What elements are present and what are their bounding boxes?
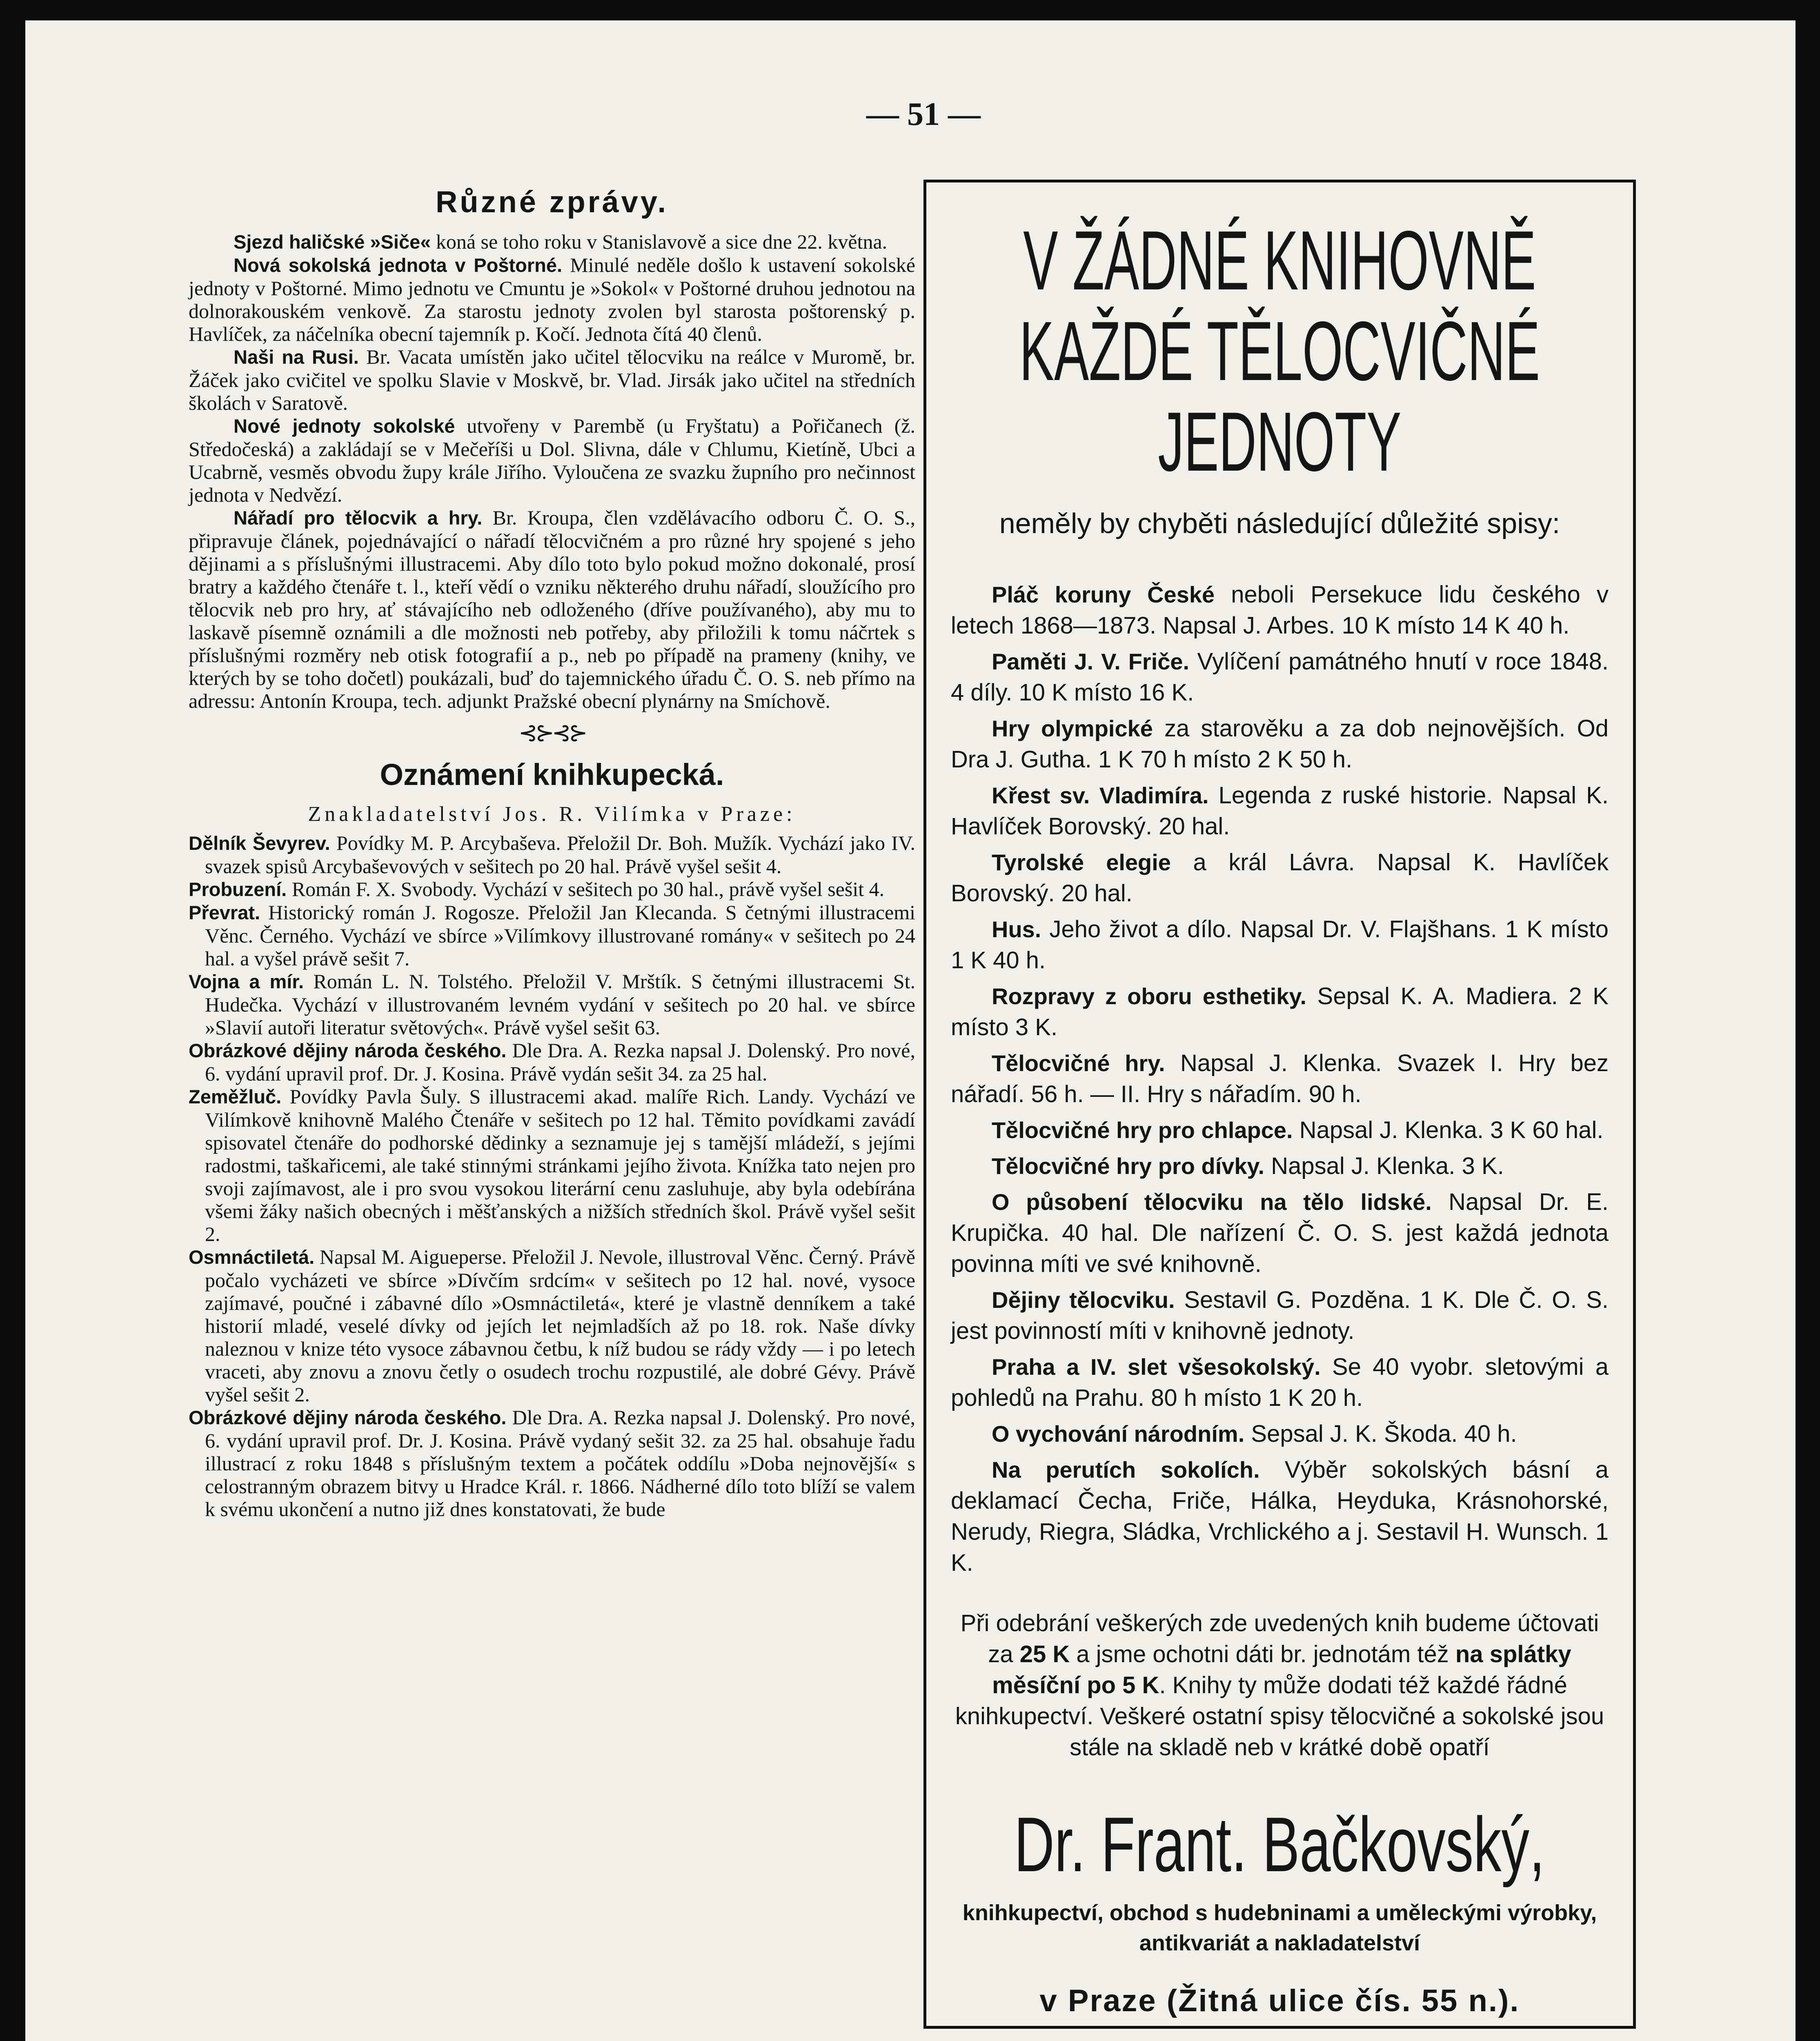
ad-book — [951, 1454, 1609, 1579]
books-section-title: Oznámení knihkupecká. — [380, 758, 724, 791]
news-item-text: utvořeny v Parembě (u Fryštatu) a Pořičanech (ž. Středočeská) a zakládají se v Mečeříši u Dol. Slivna, dále v Chlumu, Kietíně, Ubci a Ucabrně, vesměs obvodu župy krále Jiřího. Vyloučena ze svazku župního pro nečinnost jednota v Nedvězí. — [189, 414, 915, 506]
ornament-divider: ⊰⊱⊰⊱ — [518, 720, 585, 746]
book-announcement — [189, 970, 915, 1039]
book-announcement-text: Napsal M. Aigueperse. Přeložil J. Nevole, illustroval Věnc. Černý. Právě počalo vycházeti ve sbírce »Dívčím srdcím« v sešitech po 12 hal. nové, vysoce zajímavé, poučné i zábavné dílo »Osmnáctiletá«, které je vlastně denníkem a také historií mladé, veselé dívky od jejích let nejmladších až po 18. rok. Naše dívky naleznou v knize této vysoce zábavnou četbu, k níž budou se rády vždy — i po letech vraceti, aby znovu a znovu četly o osudech trochu rozpustilé, ale dobré Gévy. Právě vyšel sešit 2. — [205, 1245, 915, 1406]
ad-book-text: Vylíčení památného hnutí v roce 1848. 4 díly. 10 K místo 16 K. — [951, 648, 1609, 706]
book-announcement-title: Převrat. — [189, 902, 260, 923]
ad-book-text: Se 40 vyobr. sletovými a pohledů na Prahu. 80 h místo 1 K 20 h. — [951, 1354, 1609, 1411]
ad-book — [951, 1285, 1609, 1347]
bookstore-advertisement — [923, 180, 1636, 2029]
ad-book — [951, 1352, 1609, 1414]
news-item-text: Minulé neděle došlo k ustavení sokolské jednoty v Poštorné. Mimo jednotu ve Cmuntu je »Sokol« v Poštorné druhou jednotou na dolnorakouském venkově. Za starostu jednoty zvolen byl starosta poštorenský p. Havlíček, za náčelníka obecní tajemník p. Kočí. Jednota čítá 40 členů. — [189, 253, 915, 345]
book-announcement — [189, 901, 915, 970]
news-item — [189, 345, 915, 414]
ad-book-title: Křest sv. Vladimíra. — [992, 783, 1209, 808]
ad-book-text: Výběr sokolských básní a deklamací Čecha, Friče, Hálka, Heyduka, Krásnohorské, Nerudy, Riegra, Sládka, Vrchlického a j. Sestavil H. Wunsch. 1 K. — [951, 1456, 1609, 1576]
book-announcements — [189, 832, 915, 1521]
ad-offer-note — [926, 1608, 1633, 1763]
news-list — [189, 230, 915, 712]
ad-book-text: Napsal J. Klenka. 3 K 60 hal. — [1293, 1117, 1604, 1143]
ad-book-title: Na perutích sokolích. — [992, 1457, 1260, 1483]
publisher-heading: Znakladatelství Jos. R. Vilímka v Praze: — [308, 803, 796, 826]
ad-book-title: O působení tělocviku na tělo lidské. — [992, 1189, 1432, 1215]
news-item-text: koná se toho roku v Stanislavově a sice dne 22. května. — [431, 230, 888, 253]
news-section-title: Různé zprávy. — [435, 185, 669, 219]
ad-book-text: Legenda z ruské historie. Napsal K. Havlíček Borovský. 20 hal. — [951, 782, 1609, 840]
ad-book — [951, 1151, 1609, 1182]
ad-book-text: Sepsal J. K. Škoda. 40 h. — [1244, 1421, 1517, 1447]
book-announcement-text: Povídky M. P. Arcybaševa. Přeložil Dr. Boh. Mužík. Vychází jako IV. svazek spisů Arcybaševových v sešitech po 20 hal. Právě vyšel sešit 4. — [205, 832, 915, 878]
news-item-text: Br. Kroupa, člen vzdělávacího odboru Č. O. S., připravuje článek, pojednávající o nářadí tělocvičném a pro různé hry spojené s jeho dějinami a s příslušnými illustracemi. Aby dílo toto bylo pokud možno dokonalé, prosí bratry a každého čtenáře t. l., kteří vědí o vzniku některého druhu nářadí, sloužícího pro tělocvik neb pro hry, ať stávajícího neb odloženého (dříve používaného), aby mu to laskavě písemně oznámili a dle možnosti neb potřeby, aby přiložili k tomu náčrtek s příslušnými rozměry neb otisk fotografií a p., neb po případě na prameny (knihy, ve kterých by se toho dočetl) poukázali, buď do tajemnického úřadu Č. O. S. neb přímo na adressu: Antonín Kroupa, tech. adjunkt Pražské obecní plynárny na Smíchově. — [189, 506, 915, 712]
ad-headline-line-1: V ŽÁDNÉ KNIHOVNĚ — [1023, 213, 1536, 307]
ad-book-text: a král Lávra. Napsal K. Havlíček Borovský. 20 hal. — [951, 849, 1609, 907]
book-announcement — [189, 1245, 915, 1406]
ad-book-title: O vychování národním. — [992, 1421, 1245, 1447]
ad-book-title: Rozpravy z oboru esthetiky. — [992, 983, 1307, 1009]
book-announcement-text: Dle Dra. A. Rezka napsal J. Dolenský. Pro nové, 6. vydání upravil prof. Dr. J. Kosina. Právě vydán sešit 34. za 25 hal. — [205, 1039, 915, 1085]
ad-book-title: Hus. — [992, 916, 1041, 942]
book-announcement-text: Povídky Pavla Šuly. S illustracemi akad. malíře Rich. Landy. Vychází ve Vilímkově knihovně Malého Čtenáře v sešitech po 12 hal. Těmito povídkami zavádí spisovatel čtenáře do podhorské dědinky a seznamuje jej s tamější mládeží, s jejími radostmi, taškařicemi, ale také stinnými stránkami jejího života. Knížka tato nejen pro svoji zajímavost, ale i pro svou vysokou literární cenu zasluhuje, aby byla odebírána všemi žáky našich obecných i měšťanských a nižších středních škol. Právě vyšel sešit 2. — [205, 1085, 915, 1245]
ad-book-title: Dějiny tělocviku. — [992, 1287, 1175, 1313]
ad-book-text: Sepsal K. A. Madiera. 2 K místo 3 K. — [951, 983, 1609, 1041]
ad-book — [951, 780, 1609, 842]
book-announcement-title: Obrázkové dějiny národa českého. — [189, 1040, 507, 1061]
ad-book-text: Napsal J. Klenka. 3 K. — [1264, 1153, 1504, 1179]
ad-offer-text: a jsme ochotni dáti br. jednotám též — [1070, 1641, 1455, 1667]
ad-offer-price: 25 K — [1019, 1641, 1070, 1667]
bookseller-name: Dr. Frant. Bačkovský, — [1014, 1801, 1545, 1888]
ad-book — [951, 1115, 1609, 1146]
book-announcement-title: Probuzení. — [189, 878, 287, 900]
book-announcement — [189, 1406, 915, 1521]
book-announcement-text: Román L. N. Tolstého. Přeložil V. Mrštík. S četnými illustracemi St. Hudečka. Vychází v illustrovaném levném vydání v sešitech po 20 hal. ve sbírce »Slavií autoři literatur světových«. Právě vyšel sešit 63. — [205, 970, 915, 1039]
book-announcement — [189, 832, 915, 878]
ad-subtitle: neměly by chyběti následující důležité spisy: — [999, 507, 1560, 539]
ad-book — [951, 713, 1609, 775]
ad-book — [951, 847, 1609, 909]
ad-offer-installments: na splátky měsíční po 5 K — [992, 1641, 1571, 1699]
ad-headline-line-3: JEDNOTY — [1158, 395, 1402, 489]
ad-book — [951, 1048, 1609, 1110]
news-item-lead: Nářadí pro tělocvik a hry. — [234, 507, 483, 529]
ad-book — [951, 981, 1609, 1043]
news-item-lead: Sjezd haličské »Siče« — [234, 231, 431, 253]
news-item-lead: Nové jednoty sokolské — [234, 415, 455, 437]
news-item-lead: Nová sokolská jednota v Poštorné. — [234, 254, 563, 276]
ad-book — [951, 579, 1609, 641]
book-announcement-title: Vojna a mír. — [189, 971, 304, 992]
bookseller-address: v Praze (Žitná ulice čís. 55 n.). — [1039, 1983, 1520, 2018]
ad-book-text: Jeho život a dílo. Napsal Dr. V. Flajšhans. 1 K místo 1 K 40 h. — [951, 916, 1609, 974]
news-item-text: Br. Vacata umístěn jako učitel tělocviku na reálce v Muromě, br. Žáček jako cvičitel ve spolku Slavie v Moskvě, br. Vlad. Jirsák jako učitel na středních školách v Saratově. — [189, 345, 915, 414]
ad-headline-line-2: KAŽDÉ TĚLOCVIČNÉ — [1019, 304, 1540, 398]
ad-book-text: Napsal Dr. E. Krupička. 40 hal. Dle nařízení Č. O. S. jest každá jednota povinna míti ve své knihovně. — [951, 1189, 1609, 1277]
ad-offer-text: Při odebrání veškerých zde uvedených knih budeme účtovati za — [960, 1610, 1599, 1667]
ad-book-text: za starověku a za dob nejnovějších. Od Dra J. Gutha. 1 K 70 h místo 2 K 50 h. — [951, 715, 1609, 773]
book-announcement-text: Román F. X. Svobody. Vychází v sešitech po 30 hal., právě vyšel sešit 4. — [287, 878, 885, 900]
ad-book-title: Paměti J. V. Friče. — [992, 649, 1190, 674]
book-announcement-text: Dle Dra. A. Rezka napsal J. Dolenský. Pro nové, 6. vydání upravil prof. Dr. J. Kosina. Právě vydaný sešit 32. za 25 hal. obsahuje řadu illustrací z roku 1848 s příslušným textem a počátek oddílu »Doba nejnovější« s celostranným obrazem bitvy u Hradce Král. r. 1866. Nádherné dílo toto blíží se valem k svému ukončení a nutno již dnes konstatovati, že bude — [205, 1406, 915, 1521]
book-announcement-title: Dělník Ševyrev. — [189, 832, 330, 854]
ad-book — [951, 646, 1609, 708]
ad-book — [951, 914, 1609, 976]
ad-book-title: Praha a IV. slet všesokolský. — [992, 1354, 1321, 1380]
ad-book-title: Tyrolské elegie — [992, 849, 1171, 875]
newspaper-page — [25, 20, 1796, 2041]
book-announcement — [189, 1039, 915, 1085]
news-item — [189, 414, 915, 506]
ad-book-text: Sestavil G. Pozděna. 1 K. Dle Č. O. S. jest povinností míti v knihovně jednoty. — [951, 1287, 1609, 1344]
news-item-lead: Naši na Rusi. — [234, 346, 359, 368]
ad-book-text: neboli Persekuce lidu českého v letech 1868—1873. Napsal J. Arbes. 10 K místo 14 K 40 h. — [951, 581, 1609, 639]
bookseller-description: knihkupectví, obchod s hudebninami a uměleckými výrobky, antikvariát a nakladatelství — [962, 1901, 1597, 1955]
page-number: — 51 — — [866, 96, 981, 132]
news-item — [189, 506, 915, 712]
ad-book — [951, 1187, 1609, 1280]
news-item — [189, 253, 915, 345]
book-announcement-title: Zeměžluč. — [189, 1086, 282, 1107]
ad-book-title: Tělocvičné hry. — [992, 1050, 1165, 1076]
ad-book-title: Tělocvičné hry pro dívky. — [992, 1153, 1265, 1179]
book-announcement — [189, 1085, 915, 1245]
left-column — [189, 184, 915, 1521]
news-item — [189, 230, 915, 253]
ad-book-list — [926, 579, 1633, 1579]
ad-book-title: Hry olympické — [992, 716, 1153, 741]
ad-book-text: Napsal J. Klenka. Svazek I. Hry bez nářadí. 56 h. — II. Hry s nářadím. 90 h. — [951, 1050, 1609, 1107]
ad-book-title: Tělocvičné hry pro chlapce. — [992, 1117, 1293, 1143]
book-announcement-text: Historický román J. Rogosze. Přeložil Jan Klecanda. S četnými illustracemi Věnc. Černého. Vychází ve sbírce »Vilímkovy illustrované romány« v sešitech po 24 hal. a vyšel právě sešit 7. — [205, 901, 915, 970]
ad-book-title: Pláč koruny České — [992, 582, 1215, 607]
book-announcement-title: Osmnáctiletá. — [189, 1246, 315, 1268]
ad-book — [951, 1418, 1609, 1450]
book-announcement-title: Obrázkové dějiny národa českého. — [189, 1407, 507, 1428]
ad-offer-text: . Knihy ty může dodati též každé řádné knihkupectví. Veškeré ostatní spisy tělocvičné a sokolské jsou stále na skladě neb v krátké době opatří — [955, 1672, 1604, 1761]
book-announcement — [189, 878, 915, 901]
